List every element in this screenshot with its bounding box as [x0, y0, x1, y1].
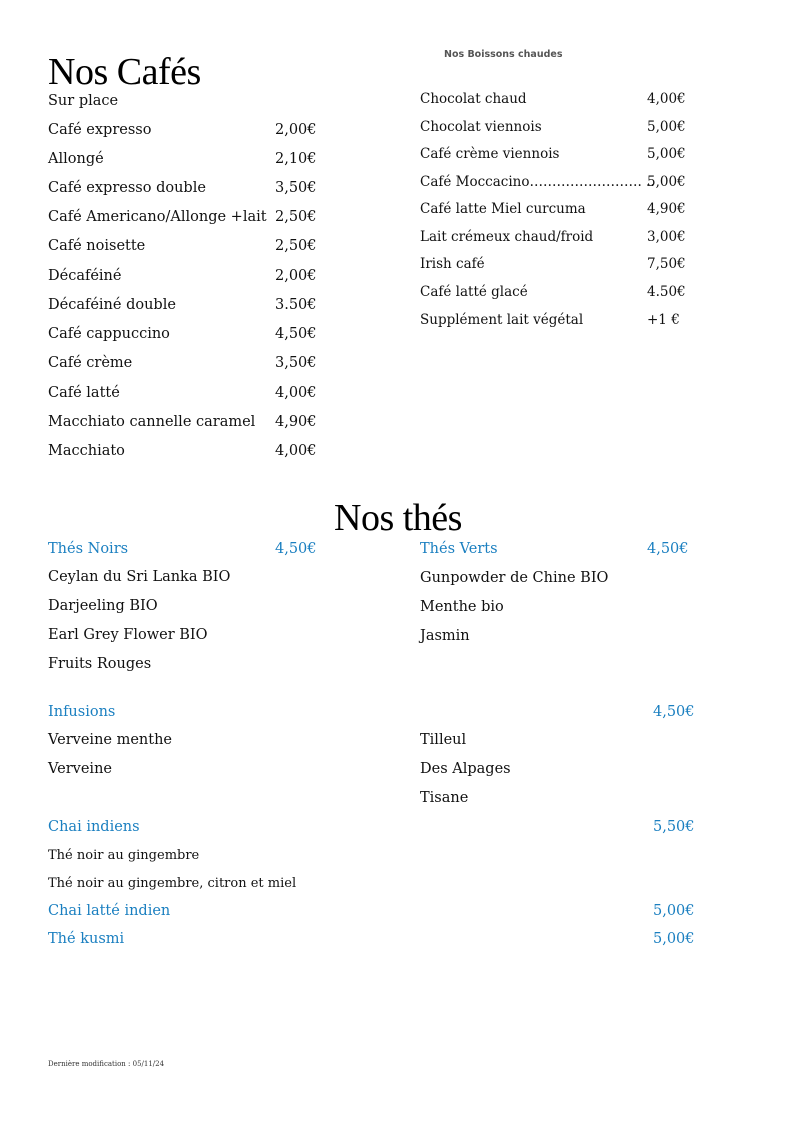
infusion-item: Verveine menthe — [48, 732, 173, 748]
green-tea-item: Gunpowder de Chine BIO — [420, 570, 609, 586]
green-tea-item: Menthe bio — [420, 599, 504, 615]
kusmi-price: 5,00€ — [653, 931, 695, 947]
cafes-subtitle: Sur place — [48, 93, 119, 109]
green-tea-item: Jasmin — [420, 628, 470, 644]
infusion-item: Tilleul — [420, 732, 467, 748]
cafe-item-price: 3.50€ — [275, 297, 317, 313]
black-tea-item: Ceylan du Sri Lanka BIO — [48, 569, 231, 585]
hot-drink-price: 7,50€ — [647, 256, 686, 272]
cafe-item-name: Décaféiné — [48, 268, 122, 284]
infusions-label: Infusions — [48, 704, 116, 720]
hot-drink-price: 5,00€ — [647, 174, 686, 190]
cafe-item-price: 2,50€ — [275, 209, 317, 225]
cafe-item-name: Café Americano/Allonge +lait — [48, 209, 267, 225]
infusion-item: Des Alpages — [420, 761, 511, 777]
cafe-item-name: Café expresso — [48, 122, 152, 138]
black-tea-item: Fruits Rouges — [48, 656, 152, 672]
hot-drink-name: Supplément lait végétal — [420, 312, 584, 328]
cafe-item-name: Macchiato — [48, 443, 125, 459]
cafe-item-name: Café latté — [48, 385, 120, 401]
green-teas-price: 4,50€ — [647, 541, 689, 557]
hot-drinks-title: Nos Boissons chaudes — [444, 49, 563, 60]
hot-drink-price: 4,90€ — [647, 201, 686, 217]
last-modified-note: Dernière modification : 05/11/24 — [48, 1060, 165, 1068]
chai-label: Chai indiens — [48, 819, 140, 835]
cafe-item-name: Café expresso double — [48, 180, 206, 196]
cafe-item-name: Café cappuccino — [48, 326, 170, 342]
cafe-item-name: Café noisette — [48, 238, 146, 254]
hot-drink-name: Café latté glacé — [420, 284, 528, 300]
cafe-item-price: 2,50€ — [275, 238, 317, 254]
cafe-item-name: Décaféiné double — [48, 297, 176, 313]
chai-item: Thé noir au gingembre — [48, 848, 200, 863]
hot-drink-price: 5,00€ — [647, 119, 686, 135]
infusions-price: 4,50€ — [653, 704, 695, 720]
cafe-item-price: 4,50€ — [275, 326, 317, 342]
black-teas-label: Thés Noirs — [48, 541, 129, 557]
chai-item: Thé noir au gingembre, citron et miel — [48, 876, 297, 891]
cafe-item-price: 4,00€ — [275, 385, 317, 401]
hot-drink-name: Chocolat chaud — [420, 91, 527, 107]
cafe-item-name: Macchiato cannelle caramel — [48, 414, 256, 430]
cafe-item-price: 3,50€ — [275, 355, 317, 371]
hot-drink-price: 4.50€ — [647, 284, 686, 300]
green-teas-label: Thés Verts — [420, 541, 498, 557]
cafe-item-price: 2,00€ — [275, 122, 317, 138]
kusmi-label: Thé kusmi — [48, 931, 125, 947]
hot-drink-name: Café latte Miel curcuma — [420, 201, 586, 217]
cafe-item-name: Café crème — [48, 355, 133, 371]
hot-drink-name: Chocolat viennois — [420, 119, 542, 135]
cafe-item-price: 2,10€ — [275, 151, 317, 167]
cafe-item-price: 4,00€ — [275, 443, 317, 459]
cafe-item-name: Allongé — [48, 151, 104, 167]
cafe-item-price: 2,00€ — [275, 268, 317, 284]
black-teas-price: 4,50€ — [275, 541, 317, 557]
black-tea-item: Earl Grey Flower BIO — [48, 627, 208, 643]
hot-drink-price: 3,00€ — [647, 229, 686, 245]
chai-price: 5,50€ — [653, 819, 695, 835]
cafe-item-price: 4,90€ — [275, 414, 317, 430]
cafe-item-price: 3,50€ — [275, 180, 317, 196]
cafes-title: Nos Cafés — [48, 51, 201, 93]
infusion-item: Verveine — [48, 761, 112, 777]
hot-drink-name: Café crème viennois — [420, 146, 560, 162]
chai-latte-price: 5,00€ — [653, 903, 695, 919]
infusion-item: Tisane — [420, 790, 469, 806]
hot-drink-price: 5,00€ — [647, 146, 686, 162]
teas-title: Nos thés — [334, 497, 462, 539]
hot-drink-price: +1 € — [647, 312, 680, 328]
hot-drink-name: Café Moccacino……………………. .. — [420, 174, 655, 190]
hot-drink-name: Irish café — [420, 256, 485, 272]
black-tea-item: Darjeeling BIO — [48, 598, 158, 614]
chai-latte-label: Chai latté indien — [48, 903, 171, 919]
hot-drink-name: Lait crémeux chaud/froid — [420, 229, 594, 245]
hot-drink-price: 4,00€ — [647, 91, 686, 107]
